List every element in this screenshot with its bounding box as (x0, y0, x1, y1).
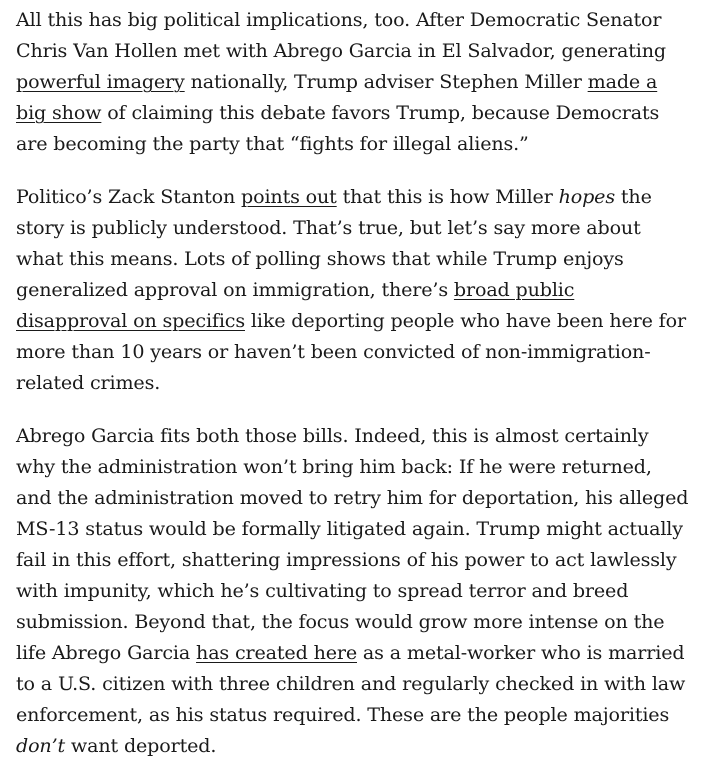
link-broad-public-disapproval[interactable]: broad public disapproval on specifics (16, 278, 575, 332)
link-has-created-here[interactable]: has created here (196, 641, 357, 664)
paragraph-2 (16, 181, 690, 398)
text-segment: nationally, Trump adviser Stephen Miller (184, 70, 588, 93)
text-segment: want deported. (65, 734, 217, 757)
link-points-out[interactable]: points out (241, 185, 337, 208)
text-segment: All this has big political implications, too. After Democratic Senator Chris Van Hollen met with Abrego Garcia in El Salvador, generating (16, 8, 666, 62)
text-segment: Politico’s Zack Stanton (16, 185, 242, 208)
emphasis-dont: don’t (16, 734, 66, 757)
text-segment: like deporting people who have been here for more than 10 years or haven’t been convicted of non-immigration-related crimes. (16, 309, 686, 394)
paragraph-1 (16, 4, 690, 159)
text-segment: that this is how Miller (336, 185, 559, 208)
paragraph-3 (16, 420, 690, 761)
text-segment: as a metal-worker who is married to a U.S. citizen with three children and regularly checked in with law enforcement, as his status required. These are the people majorities (16, 641, 686, 726)
text-segment: Abrego Garcia fits both those bills. Indeed, this is almost certainly why the administration won’t bring him back: If he were returned, and the administration moved to retry him for deportation, his alleged MS-13 status would be formally litigated again. Trump might actually fail in this effort, shattering impressions of his power to act lawlessly with impunity, which he’s cultivating to spread terror and breed submission. Beyond that, the focus would grow more intense on the life Abrego Garcia (16, 424, 689, 664)
link-powerful-imagery[interactable]: powerful imagery (16, 70, 185, 93)
text-segment: the story is publicly understood. That’s true, but let’s say more about what this means. Lots of polling shows that while Trump enjoys generalized approval on immigration, there’s (16, 185, 652, 301)
emphasis-hopes: hopes (558, 185, 615, 208)
link-made-a-big-show[interactable]: made a big show (16, 70, 658, 124)
text-segment: of claiming this debate favors Trump, because Democrats are becoming the party that “fights for illegal aliens.” (16, 101, 660, 155)
